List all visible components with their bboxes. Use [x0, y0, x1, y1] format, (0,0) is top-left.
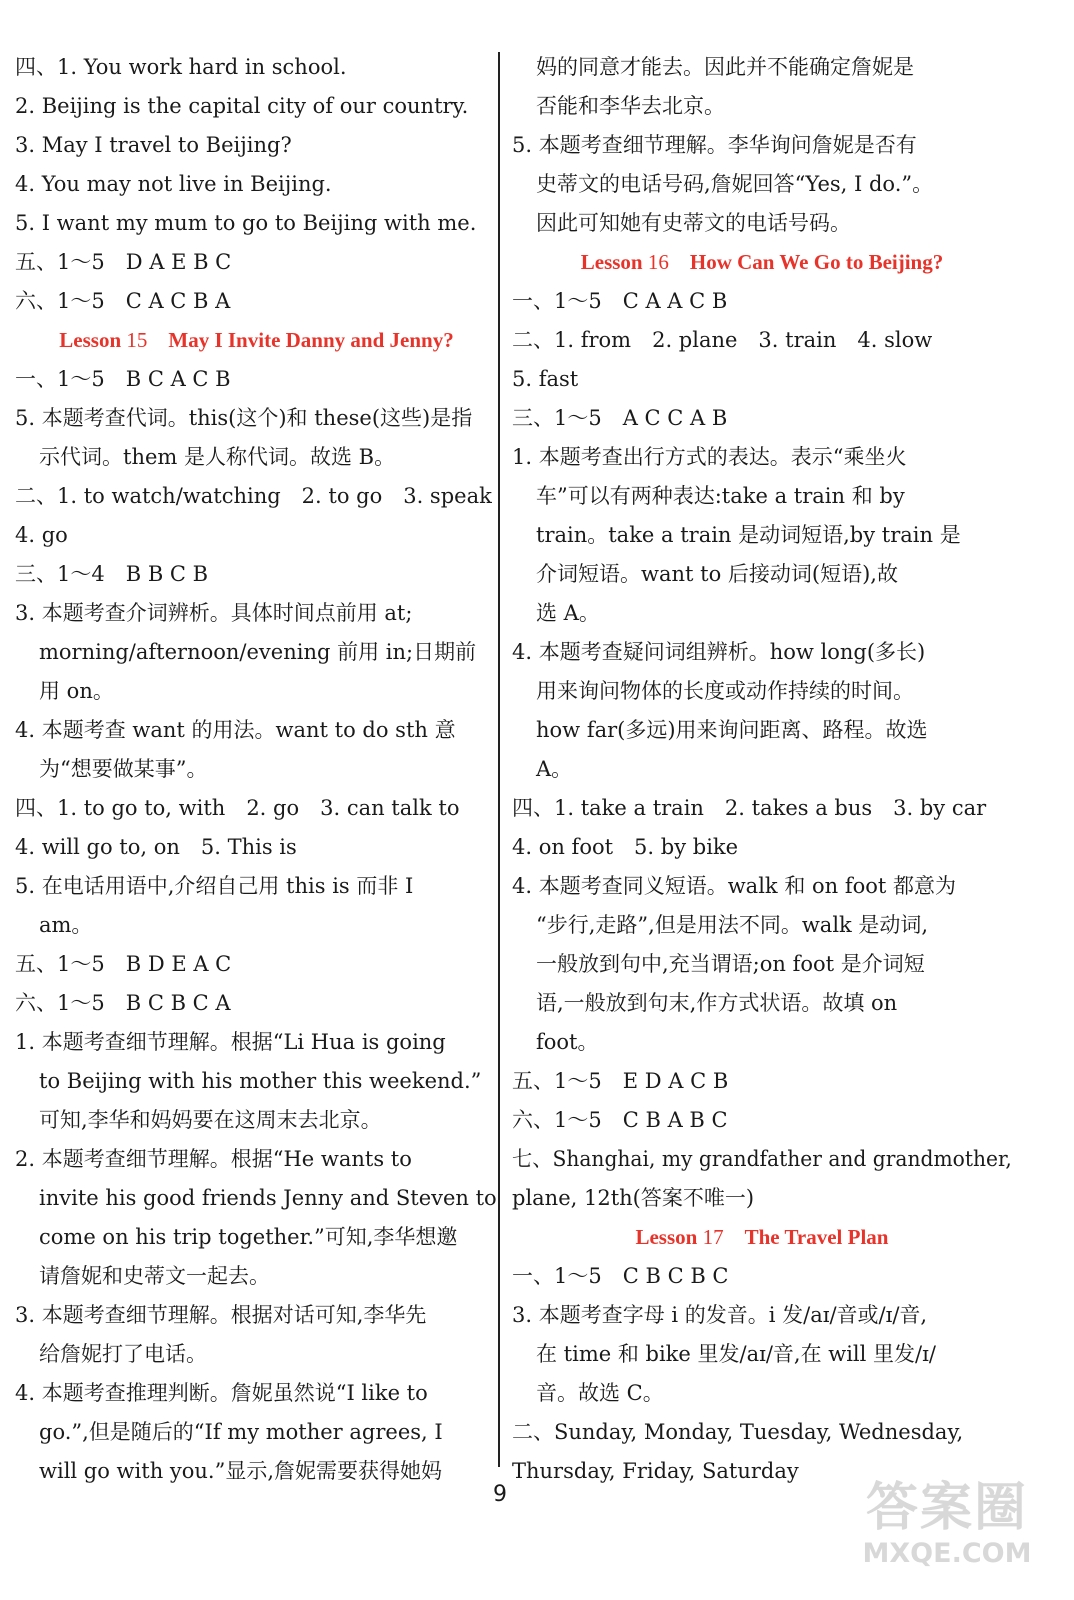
answer-line: will go with you.”显示,詹妮需要获得她妈 — [39, 1459, 443, 1483]
answer-line: plane, 12th(答案不唯一) — [512, 1186, 755, 1210]
answer-line: 为“想要做某事”。 — [39, 757, 208, 781]
answer-line: Thursday, Friday, Saturday — [512, 1459, 799, 1483]
answer-line: how far(多远)用来询问距离、路程。故选 — [536, 718, 928, 742]
answer-line: 5. 在电话用语中,介绍自己用 this is 而非 I — [15, 874, 414, 898]
answer-line: 五、1～5 B D E A C — [15, 952, 232, 976]
answer-line: 选 A。 — [536, 601, 600, 625]
answer-line: 三、1～5 A C C A B — [512, 406, 728, 430]
answer-line: 三、1～4 B B C B — [15, 562, 209, 586]
answer-line: 四、1. You work hard in school. — [15, 55, 347, 79]
answer-line: 史蒂文的电话号码,詹妮回答“Yes, I do.”。 — [536, 172, 934, 196]
answer-line: foot。 — [536, 1030, 599, 1054]
answer-line: 在 time 和 bike 里发/aɪ/音,在 will 里发/ɪ/ — [536, 1342, 936, 1366]
answer-line: 3. 本题考查介词辨析。具体时间点前用 at; — [15, 601, 413, 625]
answer-line: 六、1～5 B C B C A — [15, 991, 231, 1015]
answer-line: am。 — [39, 913, 93, 937]
answer-line: 四、1. take a train 2. takes a bus 3. by car — [512, 796, 987, 820]
answer-line: 5. 本题考查细节理解。李华询问詹妮是否有 — [512, 133, 917, 157]
answer-line: 4. on foot 5. by bike — [512, 835, 739, 859]
answer-line: 1. 本题考查细节理解。根据“Li Hua is going — [15, 1030, 446, 1054]
answer-line: to Beijing with his mother this weekend.” — [39, 1069, 482, 1093]
answer-line: 5. 本题考查代词。this(这个)和 these(这些)是指 — [15, 406, 473, 430]
answer-line: 1. 本题考查出行方式的表达。表示“乘坐火 — [512, 445, 907, 469]
lesson-title: The Travel Plan — [744, 1225, 889, 1249]
answer-line: 用 on。 — [39, 679, 114, 703]
answer-line: 介词短语。want to 后接动词(短语),故 — [536, 562, 898, 586]
answer-line: 语,一般放到句末,作方式状语。故填 on — [536, 991, 898, 1015]
answer-line: morning/afternoon/evening 前用 in;日期前 — [39, 640, 477, 664]
right-column — [512, 48, 1012, 1491]
answer-line: 可知,李华和妈妈要在这周末去北京。 — [39, 1108, 382, 1132]
answer-line: 5. fast — [512, 367, 579, 391]
answer-line: 4. 本题考查同义短语。walk 和 on foot 都意为 — [512, 874, 957, 898]
left-column — [15, 48, 498, 1491]
answer-line: 四、1. to go to, with 2. go 3. can talk to — [15, 796, 460, 820]
answer-line: 5. I want my mum to go to Beijing with me. — [15, 211, 477, 235]
watermark-logo — [832, 1478, 1062, 1596]
watermark-text: 答案圈 — [865, 1478, 1028, 1538]
lesson-title: May I Invite Danny and Jenny? — [168, 328, 454, 352]
answer-line: 2. 本题考查细节理解。根据“He wants to — [15, 1147, 412, 1171]
lesson-label: Lesson — [59, 328, 122, 352]
answer-line: 示代词。them 是人称代词。故选 B。 — [39, 445, 396, 469]
lesson-label: Lesson — [580, 250, 643, 274]
lesson-heading — [512, 1218, 1012, 1257]
answer-line: 2. Beijing is the capital city of our country. — [15, 94, 469, 118]
answer-line: 4. go — [15, 523, 68, 547]
answer-line: 七、Shanghai, my grandfather and grandmother, — [512, 1147, 1012, 1171]
answer-line: 4. 本题考查推理判断。詹妮虽然说“I like to — [15, 1381, 428, 1405]
page-number: 9 — [493, 1482, 507, 1507]
answer-line: 用来询问物体的长度或动作持续的时间。 — [536, 679, 914, 703]
answer-line: come on his trip together.”可知,李华想邀 — [39, 1225, 458, 1249]
lesson-title: How Can We Go to Beijing? — [689, 250, 944, 274]
answer-line: 4. will go to, on 5. This is — [15, 835, 297, 859]
answer-line: 一般放到句中,充当谓语;on foot 是介词短 — [536, 952, 925, 976]
answer-line: 音。故选 C。 — [536, 1381, 664, 1405]
answer-line: 4. 本题考查疑问词组辨析。how long(多长) — [512, 640, 926, 664]
answer-line: 妈的同意才能去。因此并不能确定詹妮是 — [536, 55, 914, 79]
answer-line: go.”,但是随后的“If my mother agrees, I — [39, 1420, 443, 1444]
answer-line: 二、Sunday, Monday, Tuesday, Wednesday, — [512, 1420, 964, 1444]
answer-line: 3. 本题考查细节理解。根据对话可知,李华先 — [15, 1303, 427, 1327]
lesson-label: Lesson — [635, 1225, 698, 1249]
answer-line: 4. 本题考查 want 的用法。want to do sth 意 — [15, 718, 456, 742]
answer-line: “步行,走路”,但是用法不同。walk 是动词, — [536, 913, 929, 937]
answer-line: 3. 本题考查字母 i 的发音。i 发/aɪ/音或/ɪ/音, — [512, 1303, 928, 1327]
answer-line: 3. May I travel to Beijing? — [15, 133, 292, 157]
lesson-heading — [512, 243, 1012, 282]
lesson-number: 17 — [702, 1225, 724, 1249]
answer-line: 五、1～5 D A E B C — [15, 250, 232, 274]
answer-line: 六、1～5 C B A B C — [512, 1108, 728, 1132]
answer-line: A。 — [536, 757, 573, 781]
answer-line: 一、1～5 C A A C B — [512, 289, 728, 313]
answer-line: train。take a train 是动词短语,by train 是 — [536, 523, 961, 547]
lesson-number: 15 — [126, 328, 148, 352]
answer-line: 五、1～5 E D A C B — [512, 1069, 729, 1093]
answer-line: 二、1. to watch/watching 2. to go 3. speak — [15, 484, 492, 508]
lesson-number: 16 — [647, 250, 669, 274]
answer-line: 六、1～5 C A C B A — [15, 289, 231, 313]
column-divider — [498, 52, 500, 1467]
answer-line: 给詹妮打了电话。 — [39, 1342, 207, 1366]
answer-line: 二、1. from 2. plane 3. train 4. slow — [512, 328, 933, 352]
answer-line: 请詹妮和史蒂文一起去。 — [39, 1264, 270, 1288]
answer-line: 否能和李华去北京。 — [536, 94, 725, 118]
lesson-heading — [15, 321, 498, 360]
answer-line: 4. You may not live in Beijing. — [15, 172, 332, 196]
answer-line: 车”可以有两种表达:take a train 和 by — [536, 484, 905, 508]
answer-line: invite his good friends Jenny and Steven to — [39, 1186, 497, 1210]
answer-line: 一、1～5 B C A C B — [15, 367, 231, 391]
answer-line: 一、1～5 C B C B C — [512, 1264, 729, 1288]
answer-line: 因此可知她有史蒂文的电话号码。 — [536, 211, 851, 235]
watermark-url: MXQE.COM — [862, 1538, 1032, 1569]
